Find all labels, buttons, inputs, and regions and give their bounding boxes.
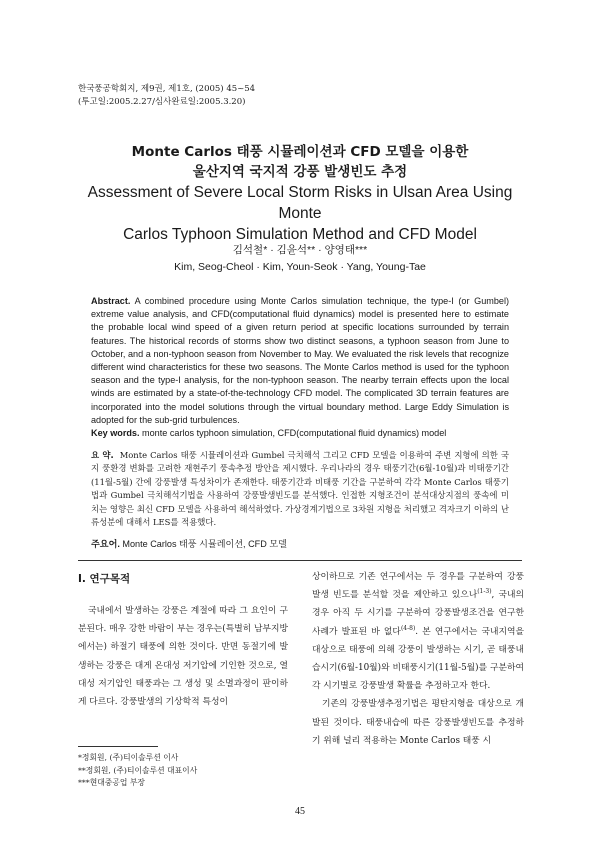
- english-title-line1: Assessment of Severe Local Storm Risks in Ulsan Area Using Monte: [87, 184, 513, 222]
- right-paragraph-2: 기존의 강풍발생추정기법은 평탄지형을 대상으로 개발된 것이다. 태풍내습에 따른 강풍발생빈도를 추정하기 위해 널리 적용하는 Monte Carlos 태풍 시: [312, 699, 524, 746]
- korean-keywords-label: 주요어.: [91, 539, 120, 549]
- authors-english: Kim, Seog-Cheol · Kim, Youn-Seok · Yang, Young-Tae: [174, 261, 426, 273]
- abstract: [91, 295, 509, 427]
- journal-citation: 한국풍공학회지, 제9권, 제1호, (2005) 45~54: [78, 84, 256, 94]
- keywords-label: Key words.: [91, 428, 140, 438]
- abstract-text: A combined procedure using Monte Carlos simulation technique, the type-I (or Gumbel) extreme value analysis, and CFD(computational fluid dynamics) model is presented here to estimate the probable local wind speed of a given return period at specific locations surrounded by terrain features. The historical records of storms show two distinct seasons, a typhoon season from June to October, and a non-typhoon season from November to May. We evaluated the risk levels that recognize different wind characteristics for these two seasons. The Monte Carlos method is used for the typhoon season and the type-I analysis, for the non-typhoon season. The nearby terrain effects upon the local winds are estimated by a state-of-the-technology CFD model. The complicated 3D terrain features are incorporated into the model solutions through the virtual boundary method. Large Eddy Simulation is adopted for the sub-grid turbulences.: [91, 296, 509, 425]
- footnote-rule: [78, 746, 158, 747]
- english-title-line2: Carlos Typhoon Simulation Method and CFD Model: [123, 226, 477, 243]
- footnotes: [78, 752, 197, 790]
- korean-title-line1: Monte Carlos 태풍 시뮬레이션과 CFD 모델을 이용한: [131, 144, 469, 160]
- footnote-2: **정회원, (주)티이솔루션 대표이사: [78, 765, 198, 775]
- right-text-b: , 국내의 경우 아직 두 시기를 구분하여 강풍발생조건을 연구한 사례가 발표된 바 없다: [312, 590, 524, 637]
- footnote-1: *정회원, (주)티이솔루션 이사: [78, 753, 179, 762]
- keywords-text: monte carlos typhoon simulation, CFD(computational fluid dynamics) model: [142, 428, 447, 438]
- authors-korean: 김석철* · 김윤석** · 양영태***: [232, 244, 368, 256]
- section-divider: [78, 560, 522, 561]
- korean-summary-label: 요 약.: [91, 450, 114, 460]
- right-text-a: 상이하므로 기존 연구에서는 두 경우를 구분하여 강풍발생 빈도를 분석할 것을 제안하고 있으나: [312, 572, 524, 601]
- korean-keywords: [91, 538, 509, 551]
- left-paragraph: 국내에서 발생하는 강풍은 계절에 따라 그 요인이 구분된다. 매우 강한 바람이 부는 경우는(특별히 남부지방에서는) 하절기 태풍에 의한 것이다. 반면 동절기에 발생하는 강풍은 대게 온대성 저기압에 기인한 것으로, 열대성 저기압인 태풍과는 그 생성 및 소멸과정이 판이하게 다르다. 강풍발생의 기상학적 특성이: [78, 606, 288, 708]
- citation-4-8: (4-8): [400, 624, 416, 632]
- footnote-3: ***현대중공업 부장: [78, 778, 145, 787]
- korean-title-line2: 울산지역 국지적 강풍 발생빈도 추정: [192, 164, 408, 180]
- abstract-label: Abstract.: [91, 296, 131, 306]
- citation-1-3: (1-3): [477, 588, 492, 596]
- korean-summary: [91, 449, 509, 529]
- journal-info: [78, 83, 255, 109]
- right-text-c: . 본 연구에서는 국내지역을 대상으로 태풍에 의해 강풍이 발생하는 시기, 곧 태풍내습시기(6월-10월)와 비태풍시기(11월-5월)를 구분하여 각 시기별로 강풍발생 확률을 추정하고자 한다.: [312, 626, 524, 692]
- english-title: [70, 182, 530, 245]
- keywords: [91, 427, 509, 440]
- authors-block: [60, 242, 540, 276]
- korean-title: [60, 142, 540, 182]
- korean-keywords-text: Monte Carlos 태풍 시뮬레이션, CFD 모델: [122, 539, 287, 549]
- left-column: [78, 568, 288, 711]
- right-paragraph-1: [312, 568, 524, 695]
- page-number: 45: [295, 806, 305, 817]
- korean-summary-text: Monte Carlos 태풍 시뮬레이션과 Gumbel 극치해석 그리고 CFD 모델을 이용하여 주변 지형에 의한 국지 풍환경 변화를 고려한 재현주기 풍속추정 방안을 제시했다. 우리나라의 경우 태풍기간(6월-10월)과 비태풍기간(11월-5월) 간에 강풍발생 특성차이가 존재한다. 태풍기간과 비태풍 기간을 구분하여 각각 Monte Carlos 태풍기법과 Gumbel 극치해석기법을 사용하여 강풍발생빈도를 분석했다. 인접한 지형조건이 분석대상지점의 풍속에 미치는 영향은 최신 CFD 모델을 사용하여 해석하였다. 가상경계기법으로 3차원 지형을 처리했고 격자크기 이하의 난류성분에 대해서 LES를 적용했다.: [91, 450, 509, 528]
- submission-dates: (투고일:2005.2.27/심사완료일:2005.3.20): [78, 97, 246, 107]
- right-column: [312, 568, 524, 750]
- section-heading: I. 연구목적: [78, 573, 131, 585]
